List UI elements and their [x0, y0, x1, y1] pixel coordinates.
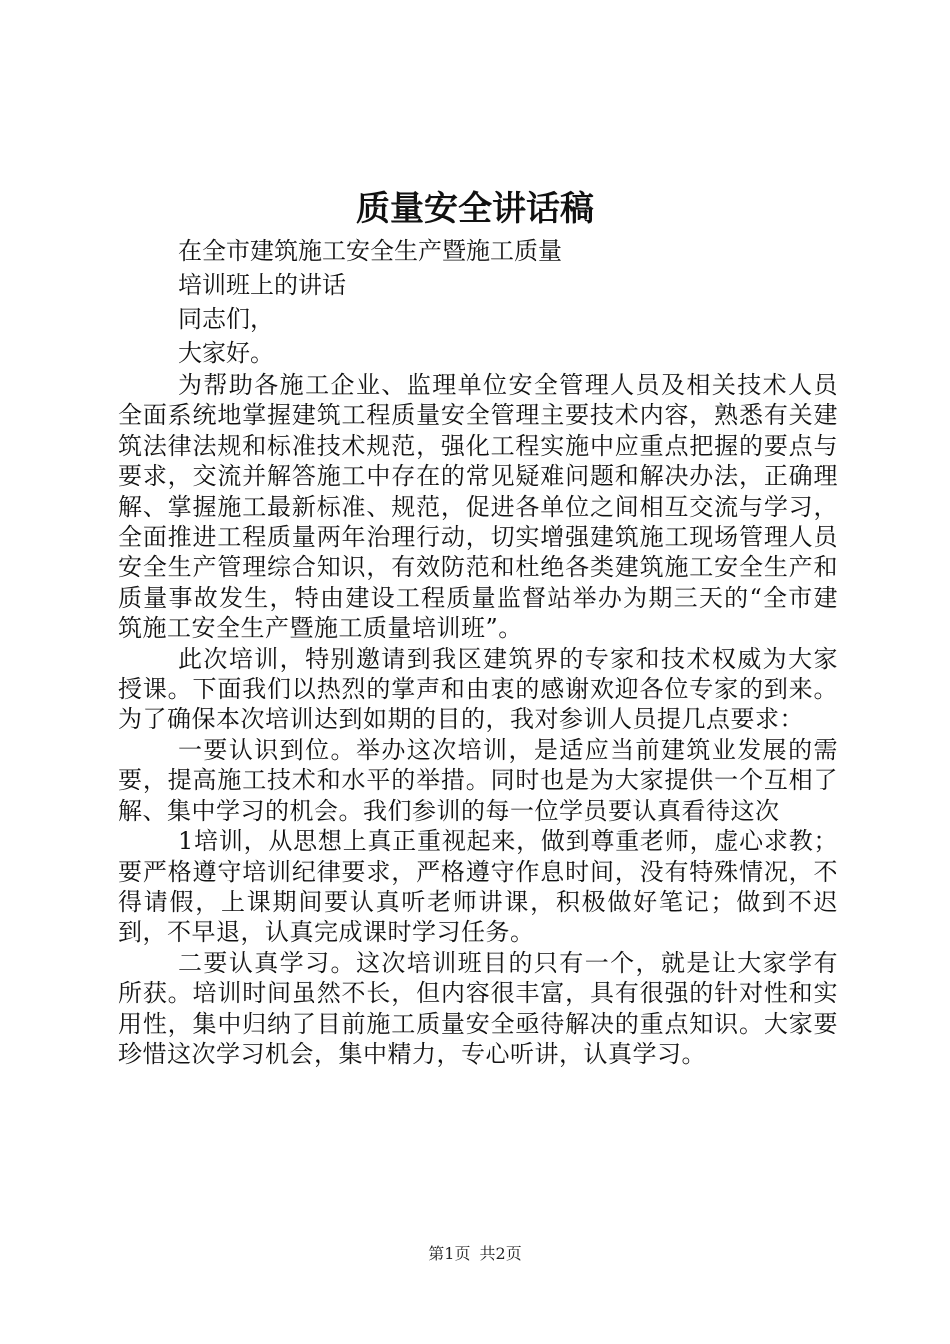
- document-body: [118, 234, 838, 1069]
- paragraph: 1培训，从思想上真正重视起来，做到尊重老师，虚心求教；要严格遵守培训纪律要求，严格遵守作息时间，没有特殊情况，不得请假，上课期间要认真听老师讲课，积极做好笔记；做到不迟到，不早退，认真完成课时学习任务。: [118, 827, 838, 947]
- page-total: 共2页: [479, 1244, 522, 1263]
- salutation: 同志们，: [178, 305, 274, 333]
- paragraph: 二要认真学习。这次培训班目的只有一个，就是让大家学有所获。培训时间虽然不长，但内容很丰富，具有很强的针对性和实用性，集中归纳了目前施工质量安全亟待解决的重点知识。大家要珍惜这次学习机会，集中精力，专心听讲，认真学习。: [118, 948, 838, 1068]
- paragraph: 为帮助各施工企业、监理单位安全管理人员及相关技术人员全面系统地掌握建筑工程质量安全管理主要技术内容，熟悉有关建筑法律法规和标准技术规范，强化工程实施中应重点把握的要点与要求，交流并解答施工中存在的常见疑难问题和解决办法，正确理解、掌握施工最新标准、规范，促进各单位之间相互交流与学习，全面推进工程质量两年治理行动，切实增强建筑施工现场管理人员安全生产管理综合知识，有效防范和杜绝各类建筑施工安全生产和质量事故发生，特由建设工程质量监督站举办为期三天的“全市建筑施工安全生产暨施工质量培训班”。: [118, 371, 838, 643]
- page-footer: [0, 1242, 950, 1266]
- page-title: 质量安全讲话稿: [356, 189, 594, 229]
- paragraph: 一要认识到位。举办这次培训，是适应当前建筑业发展的需要，提高施工技术和水平的举措。同时也是为大家提供一个互相了解、集中学习的机会。我们参训的每一位学员要认真看待这次: [118, 735, 838, 825]
- speech-heading-line-1: 在全市建筑施工安全生产暨施工质量: [178, 237, 562, 265]
- greeting: 大家好。: [178, 339, 274, 367]
- page-number: 第1页: [428, 1244, 471, 1263]
- paragraph: 此次培训，特别邀请到我区建筑界的专家和技术权威为大家授课。下面我们以热烈的掌声和由衷的感谢欢迎各位专家的到来。为了确保本次培训达到如期的目的，我对参训人员提几点要求：: [118, 644, 838, 734]
- speech-heading-line-2: 培训班上的讲话: [178, 271, 346, 299]
